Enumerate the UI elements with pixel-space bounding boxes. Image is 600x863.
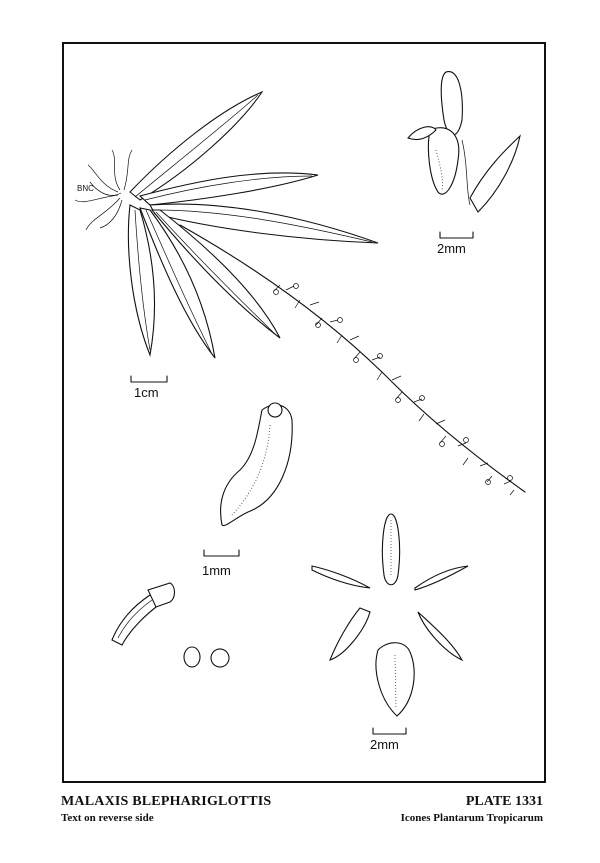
scale-bar-habit [131, 376, 167, 400]
flower-drawing [408, 72, 520, 212]
pollinia-drawing [184, 646, 232, 669]
plate-series: Icones Plantarum Tropicarum [400, 812, 543, 824]
scale-bar-lip [202, 550, 239, 578]
flowers [274, 284, 515, 496]
scale-label-flower: 2mm [437, 241, 466, 256]
dissection-drawing [312, 514, 468, 716]
lip-drawing [221, 403, 293, 526]
column-drawing [112, 583, 175, 645]
plate-number: PLATE 1331 [465, 794, 543, 809]
scale-label-habit: 1cm [134, 385, 159, 400]
scale-bar-dissection [370, 728, 406, 752]
inflorescence-stem [180, 225, 525, 492]
scale-bar-flower [437, 232, 473, 256]
plate-title: MALAXIS BLEPHARIGLOTTIS [61, 794, 272, 809]
scale-label-dissection: 2mm [370, 737, 399, 752]
artist-signature: BNC [77, 184, 94, 193]
plate-subtitle: Text on reverse side [61, 812, 154, 824]
scale-label-lip: 1mm [202, 563, 231, 578]
